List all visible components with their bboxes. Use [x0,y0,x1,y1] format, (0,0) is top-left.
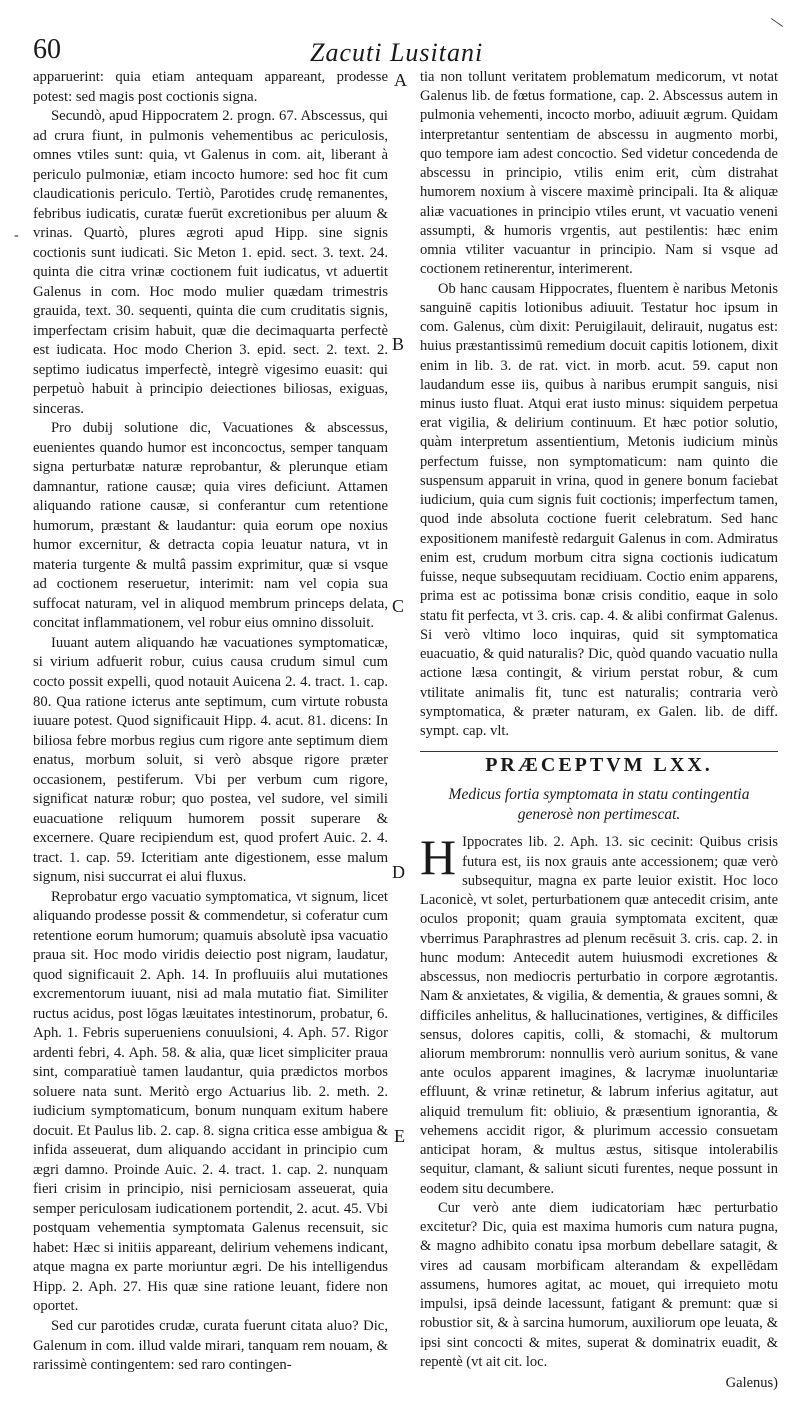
section-subtitle: Medicus fortia symptomata in statu contingentia generosè non pertimescat. [448,786,750,824]
paragraph: Secundò, apud Hippocratem 2. progn. 67. Abscessus, qui ad crura fiunt, in pulmonis vehementibus ac periculosis, omnes vtiles sunt: quia, vt Galenus in com. ait, liberant à periculo pulmoniæ, etiam incocto humore: sed hoc fit cum claudicationis periculo. Tertiò, Parotides crudę remanentes, febribus iudicatis, curatæ fuerūt excretionibus per aluum & vrinas. Quartò, plures ægroti apud Hipp. sine signis coctionis sunt iudicati. Sic Meton 1. epid. sect. 3. text. 24. quinta die citra vrinæ coctionem fuit iudicatus, vt aduertit Galenus in com. Hoc modo mulier quædam trimestris grauida, text. 30. sequenti, quinta die cum cruditatis signis, imperfectam crisim habuit, quæ die decimaquarta perfectè est iudicata. Hoc modo Cherion 3. epid. sect. 2. text. 2. septimo iudicatus imperfectè, integrè vigesimo euasit: qui perpetuò habuit à principio deiectiones biliosas, exiguas, sinceras. [33,108,388,417]
catchword: Galenus) [725,1375,778,1391]
page-number: 60 [33,34,61,65]
paragraph: Reprobatur ergo vacuatio symptomatica, vt signum, licet aliquando prodesse possit & commendetur, si coferatur cum retentione eorum humorum; quamuis absolutè ipsa vacuatio praua sit. Hoc modo viridis deiectio post nigram, laudatur, quod significauit 2. Aph. 14. In profluuiis alui mutationes excrementorum iuuant, nisi ad mala mutatio fiat. Similiter ructus acidus, post lōgas læuitates intestinorum, probatur, 6. Aph. 1. Febris superueniens conuulsioni, 4. Aph. 57. Rigor ardenti febri, 4. Aph. 58. & alia, quæ licet simpliciter praua sint, comparatiuè tamen laudantur, quia prædictos morbos soluere nata sunt. Meritò ergo Actuarius lib. 2. meth. 2. iudicium symptomaticum, bonum nunquam exitum habere docuit. Et Paulus lib. 2. cap. 8. signa critica esse ambigua & infida asseuerat, dum aliquando accidant in principio cum ægri damno. Proinde Auic. 2. 4. tract. 1. cap. 2. nunquam fieri crisim in principio, nisi perniciosam asseuerat, quia semper periculosam iudicationem portendit, 2. acut. 45. Vbi postquam vehementia symptomata Galenus recensuit, sic habet: Hæc si initiis appareant, delirium vehemens indicant, atque magna ex parte moriuntur ægri. De his intelligendus Hipp. 2. Aph. 27. His quæ sine ratione leuant, fidere non oportet. [33,888,388,1315]
right-column [420,68,778,1393]
drop-cap: H [420,829,457,886]
section-rule [420,751,778,752]
margin-letter-c: C [392,596,405,616]
paragraph: Sed cur parotides crudæ, curata fuerunt citata aluo? Dic, Galenum in com. illud valde mirari, tanquam rem nouam, & rarissimè contingentem: sed raro contingen- [33,1318,388,1374]
margin-letter-a: A [394,70,407,90]
margin-letter-d: D [392,862,405,882]
paragraph: Iuuant autem aliquando hæ vacuationes symptomaticæ, si virium adfuerit robur, cuius causa crudum simul cum cocto possit expelli, quod notauit Auicena 2. 4. tract. 1. cap. 80. Qua ratione icterus ante septimum, cum virtute robusta iuuare potest. Quod significauit Hipp. 4. acut. 81. dicens: In biliosa febre morbus regius cum rigore ante septimum diem enatus, morbum soluit, si verò absque rigore præter occasionem, pestiferum. Vbi per verbum cum rigore, significat naturæ robur; quo postea, vel sudore, vel simili euacuatione reliquum humorem possit superare & excernere. Quare recipiendum est, quod profert Auic. 2. 4. tract. 1. cap. 59. Icteritiam ante digestionem, esse malum signum, nisi succurrat ei alui fluxus. [33,634,388,886]
paragraph: Ob hanc causam Hippocrates, fluentem è naribus Metonis sanguinē capitis lotionibus adiuuit. Testatur hoc ipsum in com. Galenus, cùm dixit: Peruigilauit, delirauit, nugatus est: huius præstantissimū remedium docuit capitis lotionem, dixit enim in lib. 3. de rat. vict. in morb. acut. 59. caput non laudandum esse iis, quibus à naribus erumpit sanguis, nisi minus iusto fluat. Atqui erat iusto minus: siquidem perpetua erat vigilia, & delirium continuum. Et hæc potior solutio, quàm interpretum assentientium, Metonis iudicium minùs perfectum fuisse, non symptomaticum: nam quinto die suspensum apparuit in vrina, quod in genere bonum faciebat iudicium, quia cum signis fuit coctionis; imperfectum tamen, quod inde absoluta coctione fuerit celebratum. Sed hanc expositionem manifestè redarguit Galenus in com. Admiratus enim est, crudum morbum citra signa coctionis iudicatum fuisse, neque subsequutam recidiuam. Coctio enim apparens, prima est ac potissima bonæ crisis conditio, eaque in solo statu fit perfecta, vt 3. cris. cap. 4. & alibi confirmat Galenus. Si verò vltimo loco inquiras, quid sit symptomatica euacuatio, & quid naturalis? Dic, quòd quando vacuatio nulla actione læsa contingit, & virium perstat robur, & cum vtilitate animalis fit, tunc est naturalis; contraria verò symptomatica, & præter naturam, ex Galen. lib. de diff. sympt. cap. vlt. [420,280,778,739]
margin-letter-e: E [394,1126,405,1146]
paragraph: Cur verò ante diem iudicatoriam hæc perturbatio excitetur? Dic, quia est maxima humoris cum natura pugna, & magno adhibito conatu ipsa morbum debellare satagit, & vires ad causam morbificam alterandam & expellēdam assumens, humores agitat, ac mouet, qui irrequieto motu impulsi, ipsā deinde lacessunt, fatigant & premunt: quæ si robustior sit, & à sarcina humorum, auxiliorum ope leuata, & ipsi sint concocti & mites, superat & dominatrix euadit, & repentè (vt ait cit. loc. [420,1199,778,1370]
paragraph-text: Ippocrates lib. 2. Aph. 13. sic cecinit: Quibus crisis futura est, iis nox grauis ante accessionem; quæ verò subsequitur, magna ex parte leuior existit. Hoc loco Laconicè, vt solet, perturbationem quæ antecedit crisim, ante oculos proponit; quam grauia symptomata excitent, quæ vberrimus Paraphrastres ad plenum recēsuit 3. cris. cap. 2. in hunc modum: Antecedit autem huiusmodi excretiones & abscessus, non mediocris perturbatio in corpore ægrotantis. Nam & anxietates, & vigilia, & dementia, & graues somni, & difficiles anhelitus, & hallucinationes, vertigines, & difficiles sensus, dolores capitis, colli, & stomachi, & multorum aliorum membrorum: nonnullis verò aurium sonitus, & vane ante oculos apparent imagines, & lacrymæ inuoluntariæ effluunt, & vrinæ retinetur, & labrum inferius agitatur, aut aliquid tremulum fit: obliuio, & præsentium ignorantia, & vehemens accidit rigor, & plurimum accessio consuetam anticipat horam, & multus æstus, sitisque intolerabilis sequitur, clamant, & saliunt sicuti furentes, neque possunt in eodem situ decumbere. [420,834,778,1197]
section-title: PRÆCEPTVM LXX. [485,754,713,777]
paragraph [420,829,778,1198]
paragraph: Pro dubij solutione dic, Vacuationes & abscessus, euenientes quando humor est inconcoctus, semper tanquam signa perturbatæ naturæ reprobantur, & plerunque etiam damnantur, ratione causæ; quia vires deficiunt. Attamen aliquando ratione causæ, si conferantur cum retentione humorum, præstant & laudantur: quia eorum ope noxius humor excernitur, & detracta copia leuatur natura, vt in materia turgente & multâ passim exprimitur, quæ si vsque ad coctionem reseruetur, interimit: nam vel copia sua suffocat naturam, vel in aliquod membrum princeps delata, concitat inflammationem, vel robur eius omnino dissoluit. [33,420,388,632]
paragraph: apparuerint: quia etiam antequam appareant, prodesse potest: sed magis post coctionis signa. [33,69,388,105]
page-mark [771,18,783,27]
left-column [33,68,388,1376]
running-title: Zacuti Lusitani [310,38,484,67]
margin-letter-b: B [392,334,405,354]
margin-dash: - [14,228,19,243]
paragraph: tia non tollunt veritatem problematum medicorum, vt notat Galenus lib. de fœtus formatione, cap. 2. Abscessus autem in pulmonia vehementi, incocto morbo, adiuuit ægrum. Quidam interpretantur sententiam de abscessu in augmento morbi, quo tempore iam adest concoctio. Sed videtur concedenda de abscessu in principio, vtilis enim erit, cùm distrahat humorem noxium à viscere maximè principali. Ita & aliquæ aliæ vacuationes in principio vtiles erunt, vt vacuatio veneni assumpti, & humoris vrgentis, aut pestilentis: hæc enim omnia vtiliter vacuantur in principio. Nam si vsque ad coctionem retinerentur, interimerent. [420,69,778,278]
